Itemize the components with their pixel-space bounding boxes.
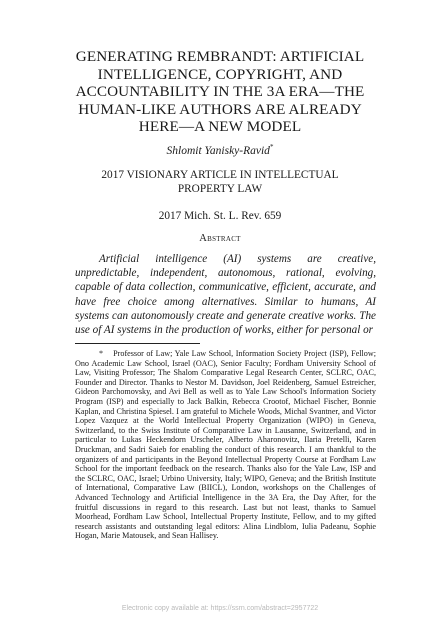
- footnote-divider: [75, 343, 200, 344]
- article-title: GENERATING REMBRANDT: ARTIFICIAL INTELLIGENCE, COPYRIGHT, AND ACCOUNTABILITY IN THE 3A ERA—THE HUMAN-LIKE AUTHORS ARE ALREADY HERE—A NEW MODEL: [75, 48, 365, 136]
- abstract-heading: Abstract: [199, 233, 241, 244]
- author-name: Shlomit Yanisky-Ravid: [166, 144, 270, 157]
- footnote-text: Professor of Law; Yale Law School, Information Society Project (ISP), Fellow; Ono Academic Law School, Israel (OAC), Senior Faculty; Fordham University School of Law, Visiting Professor; The Shalom Comparative Legal Research Center, SCLRC, OAC, Founder and Director. Thanks to Nestor M. Davidson, Joel Reidenberg, Samuel Estreicher, Gideon Parchomovsky, and Avi Bell as well as to Yale Law School's Information Society Program (ISP) and especially to Jack Balkin, Rebecca Crootof, Michael Fischer, Bonnie Kaplan, and Christina Spiesel. I am grateful to Michele Woods, Michal Svantner, and Victor Lopez Vazquez at the World Intellectual Property Organization (WIPO) in Geneva, Switzerland, to the Swiss Institute of Comparative Law in Lausanne, Switzerland, and in particular to Lukas Heckendorn Urscheler, Alberto Aharonovitz, Ilaria Pretelli, Karen Druckman, and Sadri Saieb for enabling the conduct of this research. I am thankful to the organizers of and participants in the Beyond Intellectual Property Course at Fordham Law School for the important feedback on the research. Thanks also for the Yale Law, ISP and the SCLRC, OAC, Israel; Urbino University, Italy; WIPO, Geneva; and the British Institute of International, Comparative Law (BIICL), London, workshops on the Challenges of Advanced Technology and Artificial Intelligence in the 3A Era, the Day After, for the fruitful discussions in regard to this research. Last but not least, thanks to Samuel Moorhead, Fordham Law School, Intellectual Property Institute, Fellow, and to my gifted research assistants and outstanding legal editors: Alina Lindblom, Iulia Padeanu, Sophie Hogan, Marie Matousek, and Sean Hallisey.: [75, 349, 376, 541]
- abstract-text: Artificial intelligence (AI) systems are creative, unpredictable, independent, autonomous, rational, evolving, capable of data collection, communicative, efficient, accurate, and have free choice among alternatives. Similar to humans, AI systems can autonomously create and generate creative works. The use of AI systems in the production of works, either for personal or: [75, 253, 376, 337]
- author-line: [0, 143, 440, 157]
- footnote: [75, 349, 376, 541]
- journal-citation: 2017 Mich. St. L. Rev. 659: [158, 210, 282, 222]
- author-footnote-marker[interactable]: *: [269, 143, 274, 151]
- article-subtitle: 2017 VISIONARY ARTICLE IN INTELLECTUAL PROPERTY LAW: [101, 169, 339, 195]
- ssrn-watermark: Electronic copy available at: https://ssrn.com/abstract=2957722: [121, 605, 319, 612]
- footnote-marker: *: [99, 349, 104, 358]
